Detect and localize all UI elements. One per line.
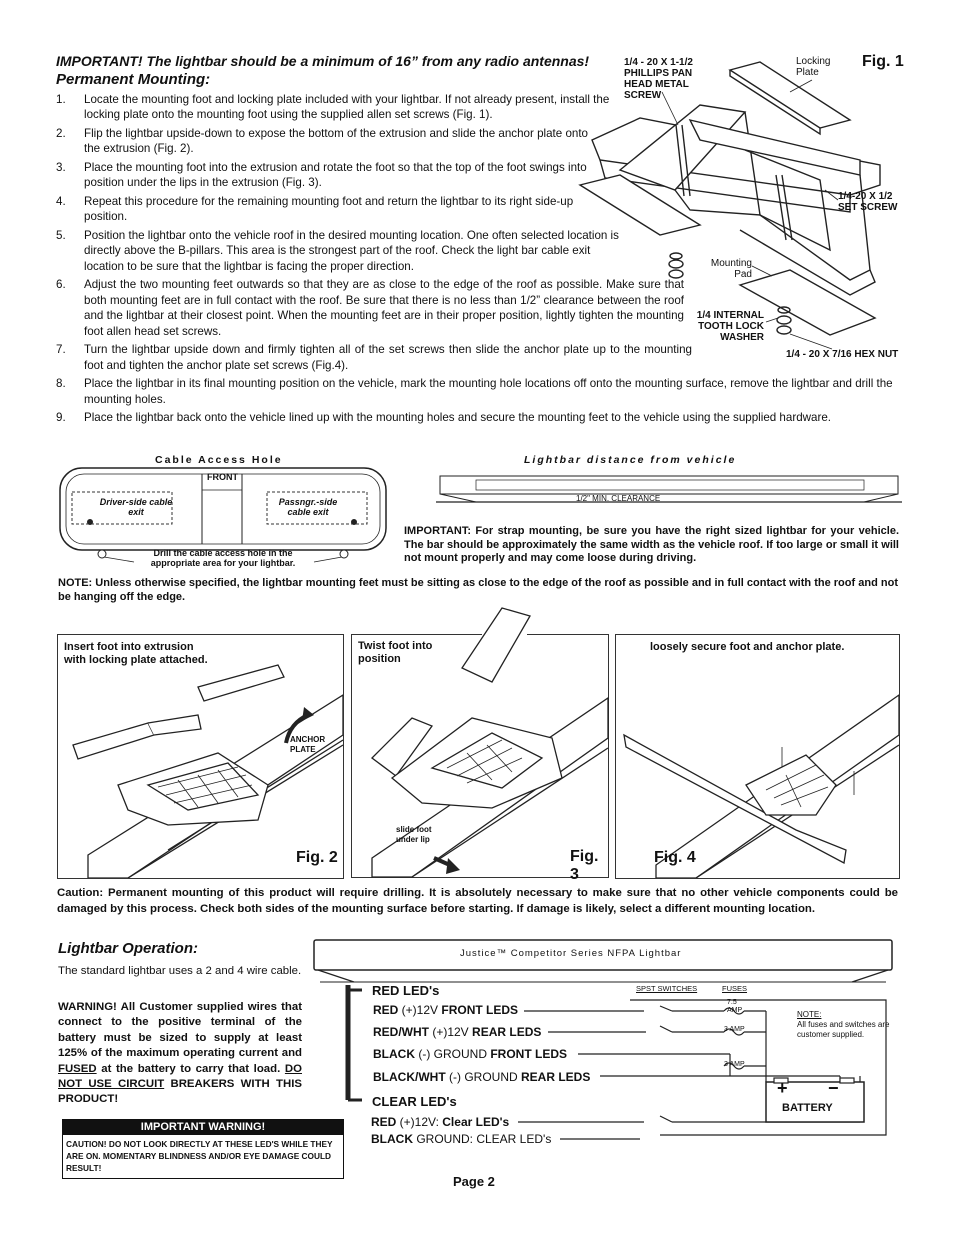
fuse-3-amp-2: 3 AMP [724, 1061, 745, 1068]
step-item: 7. Turn the lightbar upside down and firmly tighten all of the set screws then slide the anchor plate up to the mounting foot and tighten the anchor plate set screws (Fig.4). [56, 343, 692, 372]
spst-switches-label: SPST SWITCHES [636, 984, 698, 993]
distance-diagram-title: Lightbar distance from vehicle [524, 454, 737, 466]
fig1-mounting-pad-label: Mounting Pad [710, 258, 752, 280]
important-warning-heading: IMPORTANT WARNING! [63, 1120, 343, 1135]
drill-note: Drill the cable access hole in the appropriate area for your lightbar. [150, 548, 296, 568]
cable-diagram-title: Cable Access Hole [155, 454, 283, 466]
wire-blackwht-rear: BLACK/WHT (-) GROUND REAR LEDS [373, 1070, 591, 1084]
passenger-cable-exit-label: Passngr.-side cable exit [278, 497, 338, 517]
fig1-hex-nut-label: 1/4 - 20 X 7/16 HEX NUT [786, 349, 899, 360]
step-item: 2. Flip the lightbar upside-down to expose the bottom of the extrusion and slide the anchor plate onto the extrusion (Fig. 2). [56, 127, 589, 156]
step-item: 6. Adjust the two mounting feet outwards so that they are as close to the edge of the roof as possible. Make sure that both mounting feet are in full contact with the roof. Be sure that there is no less than 1/2” clearance between the roof and the lightbar at their closest point. When the mounting feet are in their proper position, lightly tighten the mounting foot allen head set screws. [56, 278, 684, 338]
anchor-plate-label: ANCHOR PLATE [290, 735, 326, 754]
drilling-caution: Caution: Permanent mounting of this product will require drilling. It is absolutely necessary to make sure that no other vehicle components could be damaged by this process. Check both sides of the mounting surface before starting. If damage is likely, select a different mounting location. [57, 887, 898, 915]
clearance-label: 1/2" MIN. CLEARANCE [576, 494, 661, 503]
wire-red-clear: RED (+)12V: Clear LED's [371, 1115, 510, 1129]
fig3-label: Fig. 3 [570, 848, 599, 883]
fig3-panel [351, 634, 609, 883]
section-title-permanent-mounting: Permanent Mounting: [56, 71, 211, 88]
wire-red-front: RED (+)12V FRONT LEDS [373, 1003, 519, 1017]
wire-warning: WARNING! All Customer supplied wires that connect to the positive terminal of the battery must be sized to supply at least 125% of the maximum operating current and FUSED at the battery to carry that load. DO NOT USE CIRCUIT BREAKERS WITH THIS PRODUCT! [58, 1001, 302, 1106]
fig4-label: Fig. 4 [654, 849, 696, 866]
led-eye-caution: CAUTION! DO NOT LOOK DIRECTLY AT THESE LED'S WHILE THEY ARE ON. MOMENTARY BLINDNESS AND/OR EYE DAMAGE COULD RESULT! [66, 1139, 333, 1173]
step-item: 1. Locate the mounting foot and locking plate included with your lightbar. If not already present, install the locking plate onto the mounting foot using the supplied allen set screws (Fig. 1). [56, 93, 610, 122]
wire-black-front: BLACK (-) GROUND FRONT LEDS [373, 1047, 567, 1061]
fig1-set-screw-label: 1/4-20 X 1/2 SET SCREW [838, 191, 898, 213]
cable-front-label: FRONT [207, 472, 238, 482]
fuses-label: FUSES [722, 984, 748, 993]
wire-redwht-rear: RED/WHT (+)12V REAR LEDS [373, 1025, 542, 1039]
fig4-caption: loosely secure foot and anchor plate. [650, 641, 845, 653]
fig2-label: Fig. 2 [296, 849, 338, 866]
operation-intro: The standard lightbar uses a 2 and 4 wire cable. [58, 965, 302, 977]
battery-plus: + [777, 1078, 788, 1098]
fig1-washer-label: 1/4 INTERNAL TOOTH LOCK WASHER [696, 310, 764, 343]
fig1-label: Fig. 1 [862, 53, 904, 70]
antenna-warning: IMPORTANT! The lightbar should be a minimum of 16” from any radio antennas! [56, 53, 590, 69]
fig2-panel [57, 634, 344, 879]
fuse-7-5-amp: 7.5 AMP [727, 999, 743, 1014]
step-item: 9. Place the lightbar back onto the vehicle lined up with the mounting holes and secure the mounting feet to the vehicle using the supplied hardware. [56, 411, 831, 425]
step-item: 5. Position the lightbar onto the vehicle roof in the desired mounting location. One often selected location is directly above the B-pillars. This area is the strongest part of the roof. Check the light bar cable exit location to be sure that the lightbar is facing the proper direction. [56, 229, 619, 273]
section-title-lightbar-operation: Lightbar Operation: [58, 940, 198, 957]
mounting-feet-note: NOTE: Unless otherwise specified, the lightbar mounting feet must be sitting as close to the edge of the roof as possible and in full contact with the roof and not be hanging off the edge. [58, 577, 898, 603]
strap-mounting-note: IMPORTANT: For strap mounting, be sure you have the right sized lightbar for your vehicle. The bar should be approximately the same width as the vehicle roof. If too large or small it will not mount properly and may come loose during driving. [404, 525, 899, 564]
fig3-caption: Twist foot into position [358, 640, 433, 665]
distance-diagram-drawing [436, 468, 916, 518]
fig4-panel [615, 634, 900, 879]
fig1-locking-plate-label: Locking Plate [796, 56, 831, 78]
fig1-screw-label: 1/4 - 20 X 1-1/2 PHILLIPS PAN HEAD METAL SCREW [624, 57, 693, 101]
battery-label: BATTERY [782, 1102, 833, 1114]
driver-cable-exit-label: Driver-side cable exit [99, 497, 173, 517]
lightbar-title: Justice™ Competitor Series NFPA Lightbar [460, 948, 682, 959]
step-item: 3. Place the mounting foot into the extrusion and rotate the foot so that the top of the foot swings into position under the lips in the extrusion (Fig. 3). [56, 161, 587, 190]
fig2-drawing [58, 635, 343, 878]
fig4-drawing [616, 635, 899, 878]
fig2-caption: Insert foot into extrusion with locking plate attached. [64, 641, 208, 666]
fuse-3-amp-1: 3 AMP [724, 1026, 745, 1033]
battery-minus: − [828, 1078, 839, 1098]
fuse-note: All fuses and switches are customer supplied. [797, 1020, 890, 1039]
wire-black-clear: BLACK GROUND: CLEAR LED's [371, 1132, 552, 1146]
fuse-note-title: NOTE: [797, 1010, 822, 1019]
clear-leds-heading: CLEAR LED's [372, 1094, 457, 1109]
step-item: 8. Place the lightbar in its final mounting position on the vehicle, mark the mounting hole locations off onto the mounting surface, remove the lightbar and drill the mounting holes. [56, 377, 893, 406]
slide-foot-label: slide foot under lip [396, 825, 432, 844]
page-number: Page 2 [453, 1174, 495, 1189]
red-leds-heading: RED LED's [372, 983, 440, 998]
step-item: 4. Repeat this procedure for the remaining mounting foot and return the lightbar to its right side-up position. [56, 195, 574, 224]
